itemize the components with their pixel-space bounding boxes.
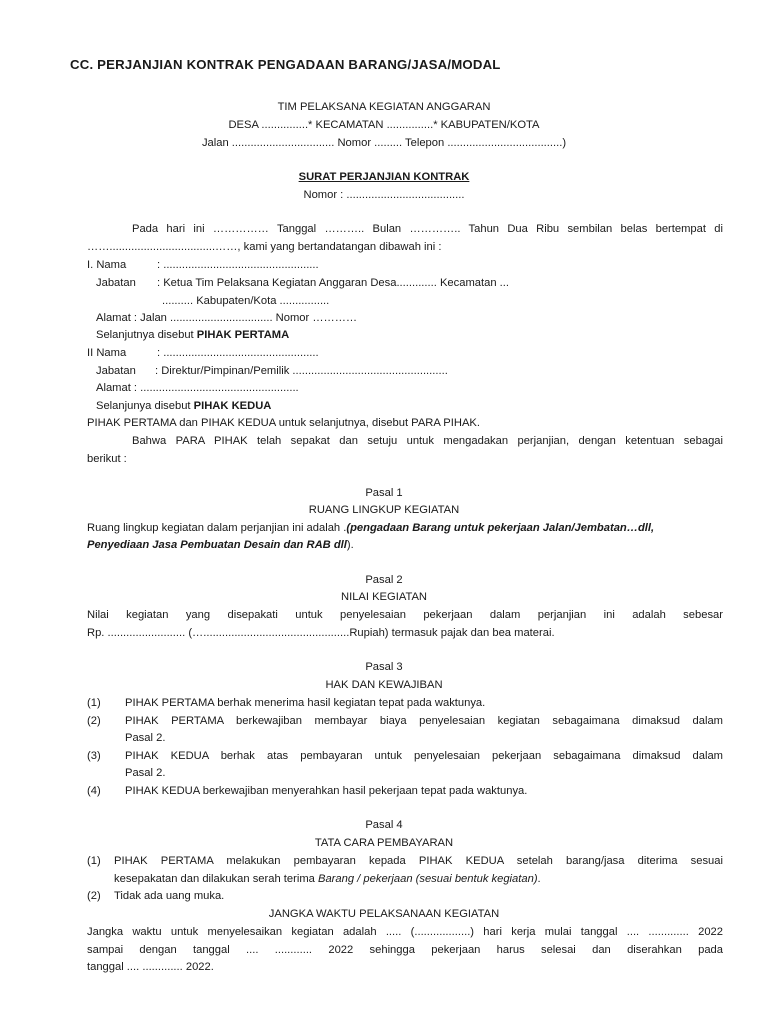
para-pihak-text: PIHAK PERTAMA dan PIHAK KEDUA untuk selanjutnya, disebut PARA PIHAK. [87,417,480,429]
party1-jabatan-cont: .......... Kabupaten/Kota ................ [162,295,330,307]
pasal4-item1-line-2: kesepakatan dan dilakukan serah terima Barang / pekerjaan (sesuai bentuk kegiatan). [114,873,541,885]
pasal3-item2-text: PIHAK PERTAMA berkewajiban membayar biaya penyelesaian kegiatan sebagaimana dimaksud dalam [125,715,723,727]
party2-jabatan-label: Jabatan [96,365,136,377]
pasal1-title: RUANG LINGKUP KEGIATAN [308,504,460,516]
header-org: TIM PELAKSANA KEGIATAN ANGGARAN [277,101,491,113]
party1-jabatan-value: : Ketua Tim Pelaksana Kegiatan Anggaran Desa............. Kecamatan ... [157,277,509,289]
header-address: DESA ...............* KECAMATAN ...............* KABUPATEN/KOTA [228,119,540,131]
pasal3-title: HAK DAN KEWAJIBAN [325,679,443,691]
party1-nama-label: I. Nama [87,259,127,271]
pasal3-item2-num: (2) [87,715,101,727]
pasal2-line-2: Rp. ......................... (…...............................................Rupiah) termasuk pajak dan bea materai. [87,627,555,639]
party1-nama-value: : .................................................. [157,259,319,271]
pasal3-item4-num: (4) [87,785,101,797]
party1-jabatan-label: Jabatan [96,277,136,289]
jangka-line-2: sampai dengan tanggal .... ............ 2022 sehingga pekerjaan harus selesai dan diserahkan pada [87,944,723,956]
pasal3-item2-text-cont: Pasal 2. [125,732,166,744]
pasal3-item3-text: PIHAK KEDUA berhak atas pembayaran untuk penyelesaian pekerjaan sebagaimana dimaksud dalam [125,750,723,762]
pasal3-item4-text: PIHAK KEDUA berkewajiban menyerahkan hasil pekerjaan tepat pada waktunya. [125,785,528,797]
pasal4-number: Pasal 4 [365,819,403,831]
party2-nama-value: : .................................................. [157,347,319,359]
agreement-line-1: Bahwa PARA PIHAK telah sepakat dan setuju untuk mengadakan perjanjian, dengan ketentuan sebagai [132,435,723,447]
pasal3-item3-num: (3) [87,750,101,762]
party1-alamat: Alamat : Jalan ................................. Nomor ………… [96,312,358,324]
party1-alias: Selanjutnya disebut PIHAK PERTAMA [96,329,290,341]
pasal4-item2-num: (2) [87,890,101,902]
pasal3-item1-num: (1) [87,697,101,709]
pasal4-title: TATA CARA PEMBAYARAN [314,837,454,849]
pasal1-text-line-2: Penyediaan Jasa Pembuatan Desain dan RAB dll). [87,539,354,551]
pasal3-item1-text: PIHAK PERTAMA berhak menerima hasil kegiatan tepat pada waktunya. [125,697,486,709]
opening-line-2: ……..................................……, kami yang bertandatangan dibawah ini : [87,241,442,253]
party2-jabatan-value: : Direktur/Pimpinan/Pemilik .................................................. [155,365,448,377]
pasal2-title: NILAI KEGIATAN [341,591,427,603]
agreement-line-2: berikut : [87,453,127,465]
pasal3-item3-text-cont: Pasal 2. [125,767,166,779]
contract-title: SURAT PERJANJIAN KONTRAK [298,171,470,183]
pasal4-item1-line-1: PIHAK PERTAMA melakukan pembayaran kepada PIHAK KEDUA setelah barang/jasa diterima sesuai [114,855,723,867]
party2-alamat: Alamat : ................................................... [96,382,299,394]
opening-line-1: Pada hari ini …………… Tanggal ……….. Bulan ………….. Tahun Dua Ribu sembilan belas bertempat di [132,223,723,235]
header-contact: Jalan ................................. Nomor ......... Telepon .....................................) [201,137,567,149]
pasal1-text-line-1: Ruang lingkup kegiatan dalam perjanjian ini adalah .(pengadaan Barang untuk pekerjaan Jalan/Jembatan…dll, [87,522,655,534]
pasal4-item2-text: Tidak ada uang muka. [114,890,225,902]
jangka-line-3: tanggal .... ............. 2022. [87,961,214,973]
party2-nama-label: II Nama [87,347,127,359]
pasal1-number: Pasal 1 [365,487,403,499]
contract-nomor: Nomor : ...................................... [303,189,465,201]
pasal4-item1-num: (1) [87,855,101,867]
party2-alias: Selanjunya disebut PIHAK KEDUA [96,400,272,412]
jangka-title: JANGKA WAKTU PELAKSANAAN KEGIATAN [268,908,500,920]
pasal3-number: Pasal 3 [365,661,403,673]
pasal2-number: Pasal 2 [365,574,403,586]
pasal2-line-1: Nilai kegiatan yang disepakati untuk penyelesaian pekerjaan dalam perjanjian ini adalah sebesar [87,609,723,621]
jangka-line-1: Jangka waktu untuk menyelesaikan kegiatan adalah ..... (..................) hari kerja mulai tanggal .... ............. 2022 [87,926,723,938]
document-title: CC. PERJANJIAN KONTRAK PENGADAAN BARANG/JASA/MODAL [70,57,501,72]
